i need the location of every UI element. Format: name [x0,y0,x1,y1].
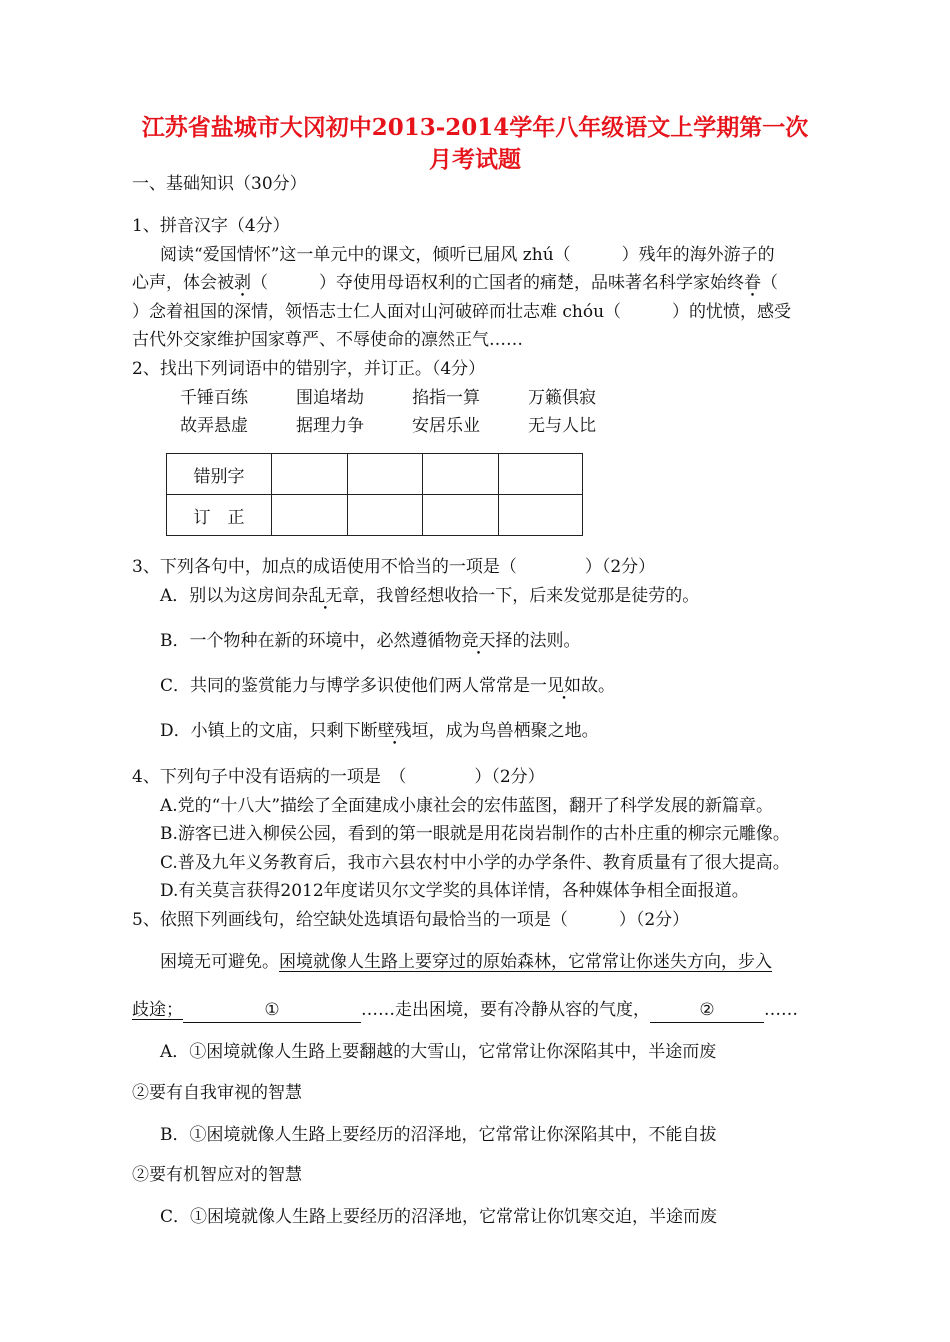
q2-heading: 2、找出下列词语中的错别字，并订正。（4分） [132,359,486,379]
blank-1: ① [183,998,361,1023]
answer-cell[interactable] [348,454,423,495]
q5-option-b-line1: B．①困境就像人生路上要经历的沼泽地，它常常让你深陷其中，不能自拔 [160,1125,717,1145]
table-label-correct: 订 正 [167,495,272,536]
table-row [167,495,583,536]
blank-2: ② [650,998,764,1023]
q1-line4: 古代外交家维护国家尊严、不辱使命的凛然正气…… [132,330,523,350]
q4-option-d: D.有关莫言获得2012年度诺贝尔文学奖的具体详情，各种媒体争相全面报道。 [160,881,749,901]
q2-word-row2: 故弄悬虚 据理力争 安居乐业 无与人比 [180,416,596,436]
q3-option-c: C．共同的鉴赏能力与博学多识使他们两人常常是一见如故。 [160,676,616,696]
q1-line3: ）念着祖国的深情，领悟志士仁人面对山河破碎而壮志难 chóu（ ）的忧愤，感受 [132,302,792,322]
q3-option-a: A．别以为这房间杂乱无章，我曾经想收拾一下，后来发觉那是徒劳的。 [160,586,700,606]
q5-option-a-line1: A．①困境就像人生路上要翻越的大雪山，它常常让你深陷其中，半途而废 [160,1042,717,1062]
q5-option-b-line2: ②要有机智应对的智慧 [132,1165,302,1185]
q5-option-a-line2: ②要有自我审视的智慧 [132,1083,302,1103]
answer-cell[interactable] [499,454,583,495]
q2-word-row1: 千锤百练 围追堵劫 掐指一算 万籁俱寂 [180,388,596,408]
table-row [167,454,583,495]
q3-option-d: D．小镇上的文庙，只剩下断壁残垣，成为鸟兽栖聚之地。 [160,721,599,741]
answer-cell[interactable] [423,454,499,495]
q5-passage-line2: 歧途； ① ……走出困境，要有冷静从容的气度， ② …… [132,998,798,1023]
q4-option-b: B.游客已进入柳侯公园，看到的第一眼就是用花岗岩制作的古朴庄重的柳宗元雕像。 [160,824,790,844]
q3-option-b: B．一个物种在新的环境中，必然遵循物竞天择的法则。 [160,631,581,651]
q4-heading: 4、下列句子中没有语病的一项是 （ ）（2分） [132,767,545,787]
q2-answer-table [166,453,583,536]
answer-cell[interactable] [423,495,499,536]
q5-option-c-line1: C．①困境就像人生路上要经历的沼泽地，它常常让你饥寒交迫，半途而废 [160,1207,718,1227]
answer-cell[interactable] [499,495,583,536]
q4-option-c: C.普及九年义务教育后，我市六县农村中小学的办学条件、教育质量有了很大提高。 [160,853,790,873]
q1-line1: 阅读“爱国情怀”这一单元中的课文，倾听已届风 zhú（ ）残年的海外游子的 [160,245,775,265]
answer-cell[interactable] [348,495,423,536]
q5-passage-line1: 困境无可避免。困境就像人生路上要穿过的原始森林，它常常让你迷失方向，步入 [160,952,772,972]
answer-cell[interactable] [272,454,348,495]
q3-heading: 3、下列各句中，加点的成语使用不恰当的一项是（ ）（2分） [132,557,656,577]
doc-title-line1: 江苏省盐城市大冈初中2013-2014学年八年级语文上学期第一次 [141,114,809,141]
q5-heading: 5、依照下列画线句，给空缺处选填语句最恰当的一项是（ ）（2分） [132,910,690,930]
q1-line2: 心声，体会被剥（ ）夺使用母语权利的亡国者的痛楚，品味著名科学家始终眷（ [132,273,778,293]
q1-heading: 1、拼音汉字（4分） [132,216,290,236]
answer-cell[interactable] [272,495,348,536]
doc-title-line2: 月考试题 [429,146,521,173]
q4-option-a: A.党的“十八大”描绘了全面建成小康社会的宏伟蓝图，翻开了科学发展的新篇章。 [160,796,774,816]
table-label-wrong: 错别字 [167,454,272,495]
section-heading: 一、基础知识（30分） [132,174,307,194]
